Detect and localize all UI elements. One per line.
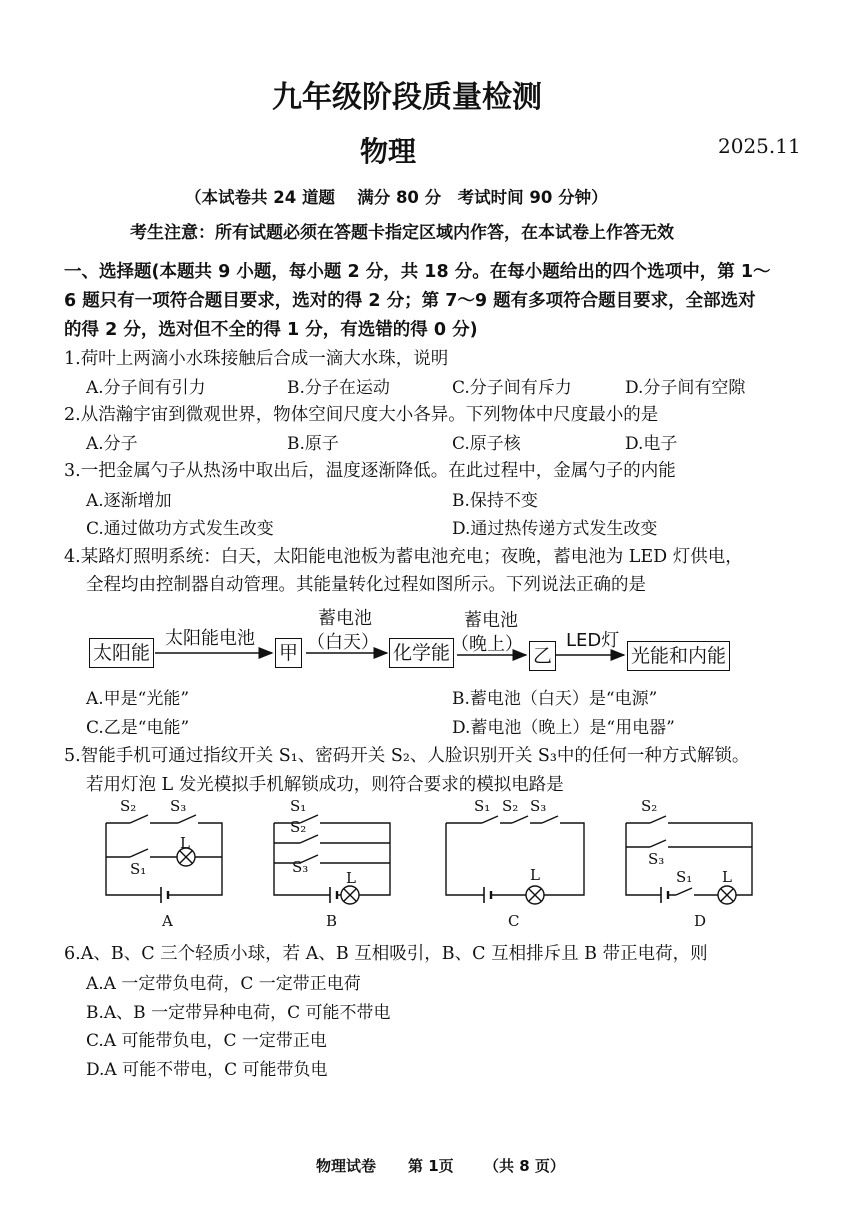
q1-option-a: A.分子间有引力 bbox=[86, 378, 206, 398]
circuit-a-lamp: L bbox=[180, 834, 190, 852]
q4-option-b: B.蓄电池（白天）是“电源” bbox=[452, 689, 658, 709]
circuit-c-s2: S₂ bbox=[502, 797, 519, 815]
footer-page: 第 1页 bbox=[408, 1157, 454, 1175]
q4-option-d: D.蓄电池（晚上）是“用电器” bbox=[452, 718, 675, 738]
circuit-c-s1: S₁ bbox=[474, 797, 491, 815]
flow-box-solar: 太阳能 bbox=[89, 638, 154, 668]
circuit-a bbox=[106, 815, 222, 903]
circuit-a-s2: S₂ bbox=[120, 797, 137, 815]
footer-total: （共 8 页） bbox=[484, 1157, 565, 1175]
circuit-c-lamp: L bbox=[530, 866, 540, 884]
q2-stem: 2.从浩瀚宇宙到微观世界，物体空间尺度大小各异。下列物体中尺度最小的是 bbox=[64, 405, 659, 425]
circuit-b-s1: S₁ bbox=[290, 797, 307, 815]
exam-info: （本试卷共 24 道题 满分 80 分 考试时间 90 分钟） bbox=[185, 188, 608, 207]
flow-box-chemical: 化学能 bbox=[389, 638, 454, 668]
circuit-b-lamp: L bbox=[346, 869, 356, 887]
circuit-b-label: B bbox=[326, 912, 338, 930]
q3-option-c: C.通过做功方式发生改变 bbox=[86, 519, 274, 539]
circuit-c bbox=[446, 816, 584, 904]
q2-option-b: B.原子 bbox=[287, 434, 339, 454]
flow-label-night: （晚上） bbox=[451, 634, 523, 655]
q1-stem: 1.荷叶上两滴小水珠接触后合成一滴大水珠，说明 bbox=[64, 349, 449, 369]
subject-title: 物理 bbox=[360, 135, 417, 168]
circuit-d-s2: S₂ bbox=[641, 797, 658, 815]
q6-option-c: C.A 可能带负电，C 一定带正电 bbox=[86, 1031, 327, 1051]
q1-option-d: D.分子间有空隙 bbox=[625, 378, 746, 398]
section-instructions-line2: 6 题只有一项符合题目要求，选对的得 2 分；第 7～9 题有多项符合题目要求，全部选对 bbox=[64, 291, 756, 311]
circuit-d-label: D bbox=[694, 912, 707, 930]
q6-option-a: A.A 一定带负电荷，C 一定带正电荷 bbox=[86, 974, 361, 994]
q6-option-d: D.A 可能不带电，C 可能带负电 bbox=[86, 1060, 328, 1080]
q4-option-c: C.乙是“电能” bbox=[86, 718, 190, 738]
circuit-d-s3: S₃ bbox=[648, 850, 665, 868]
q3-option-b: B.保持不变 bbox=[452, 491, 538, 511]
q4-stem-line2: 全程均由控制器自动管理。其能量转化过程如图所示。下列说法正确的是 bbox=[86, 575, 646, 595]
flow-label-led: LED灯 bbox=[566, 630, 620, 651]
q6-option-b: B.A、B 一定带异种电荷，C 可能不带电 bbox=[86, 1003, 391, 1023]
q5-stem-line1: 5.智能手机可通过指纹开关 S₁、密码开关 S₂、人脸识别开关 S₃中的任何一种方式解锁。 bbox=[64, 746, 750, 766]
section-instructions-line3: 的得 2 分，选对但不全的得 1 分，有选错的得 0 分) bbox=[64, 320, 478, 340]
circuit-a-s1: S₁ bbox=[130, 860, 147, 878]
flow-box-yi: 乙 bbox=[529, 641, 556, 671]
circuit-a-s3: S₃ bbox=[170, 797, 187, 815]
circuit-d-s1: S₁ bbox=[676, 868, 693, 886]
circuit-c-label: C bbox=[508, 912, 520, 930]
footer-subject: 物理试卷 bbox=[316, 1157, 377, 1175]
q3-stem: 3.一把金属勺子从热汤中取出后，温度逐渐降低。在此过程中，金属勺子的内能 bbox=[64, 461, 676, 481]
circuit-c-s3: S₃ bbox=[530, 797, 547, 815]
circuit-b-s2: S₂ bbox=[290, 818, 307, 836]
circuit-d bbox=[626, 816, 752, 904]
circuit-a-label: A bbox=[162, 912, 173, 930]
section-instructions-line1: 一、选择题(本题共 9 小题，每小题 2 分，共 18 分。在每小题给出的四个选项中，第 1～ bbox=[64, 262, 771, 282]
page-title: 九年级阶段质量检测 bbox=[272, 80, 542, 115]
q4-stem-line1: 4.某路灯照明系统：白天，太阳能电池板为蓄电池充电；夜晚，蓄电池为 LED 灯供电， bbox=[64, 547, 743, 567]
flow-label-battery-day: 蓄电池 bbox=[318, 608, 372, 629]
q4-option-a: A.甲是“光能” bbox=[86, 689, 190, 709]
q1-option-c: C.分子间有斥力 bbox=[452, 378, 572, 398]
flow-label-battery-night: 蓄电池 bbox=[464, 610, 518, 631]
circuit-d-lamp: L bbox=[722, 868, 732, 886]
q2-option-c: C.原子核 bbox=[452, 434, 521, 454]
q2-option-d: D.电子 bbox=[625, 434, 678, 454]
q3-option-d: D.通过热传递方式发生改变 bbox=[452, 519, 658, 539]
exam-notice: 考生注意：所有试题必须在答题卡指定区域内作答，在本试卷上作答无效 bbox=[130, 223, 674, 243]
q6-stem: 6.A、B、C 三个轻质小球，若 A、B 互相吸引，B、C 互相排斥且 B 带正电荷，则 bbox=[64, 944, 708, 964]
flow-box-light-heat: 光能和内能 bbox=[627, 641, 730, 671]
q2-option-a: A.分子 bbox=[86, 434, 138, 454]
q3-option-a: A.逐渐增加 bbox=[86, 491, 172, 511]
flow-label-solar-cell: 太阳能电池 bbox=[165, 628, 255, 649]
flow-label-day: （白天） bbox=[307, 632, 379, 653]
exam-date: 2025.11 bbox=[718, 134, 801, 158]
flow-box-jia: 甲 bbox=[275, 638, 302, 668]
circuit-b-s3: S₃ bbox=[292, 858, 309, 876]
q1-option-b: B.分子在运动 bbox=[287, 378, 390, 398]
q5-stem-line2: 若用灯泡 L 发光模拟手机解锁成功，则符合要求的模拟电路是 bbox=[86, 775, 564, 795]
